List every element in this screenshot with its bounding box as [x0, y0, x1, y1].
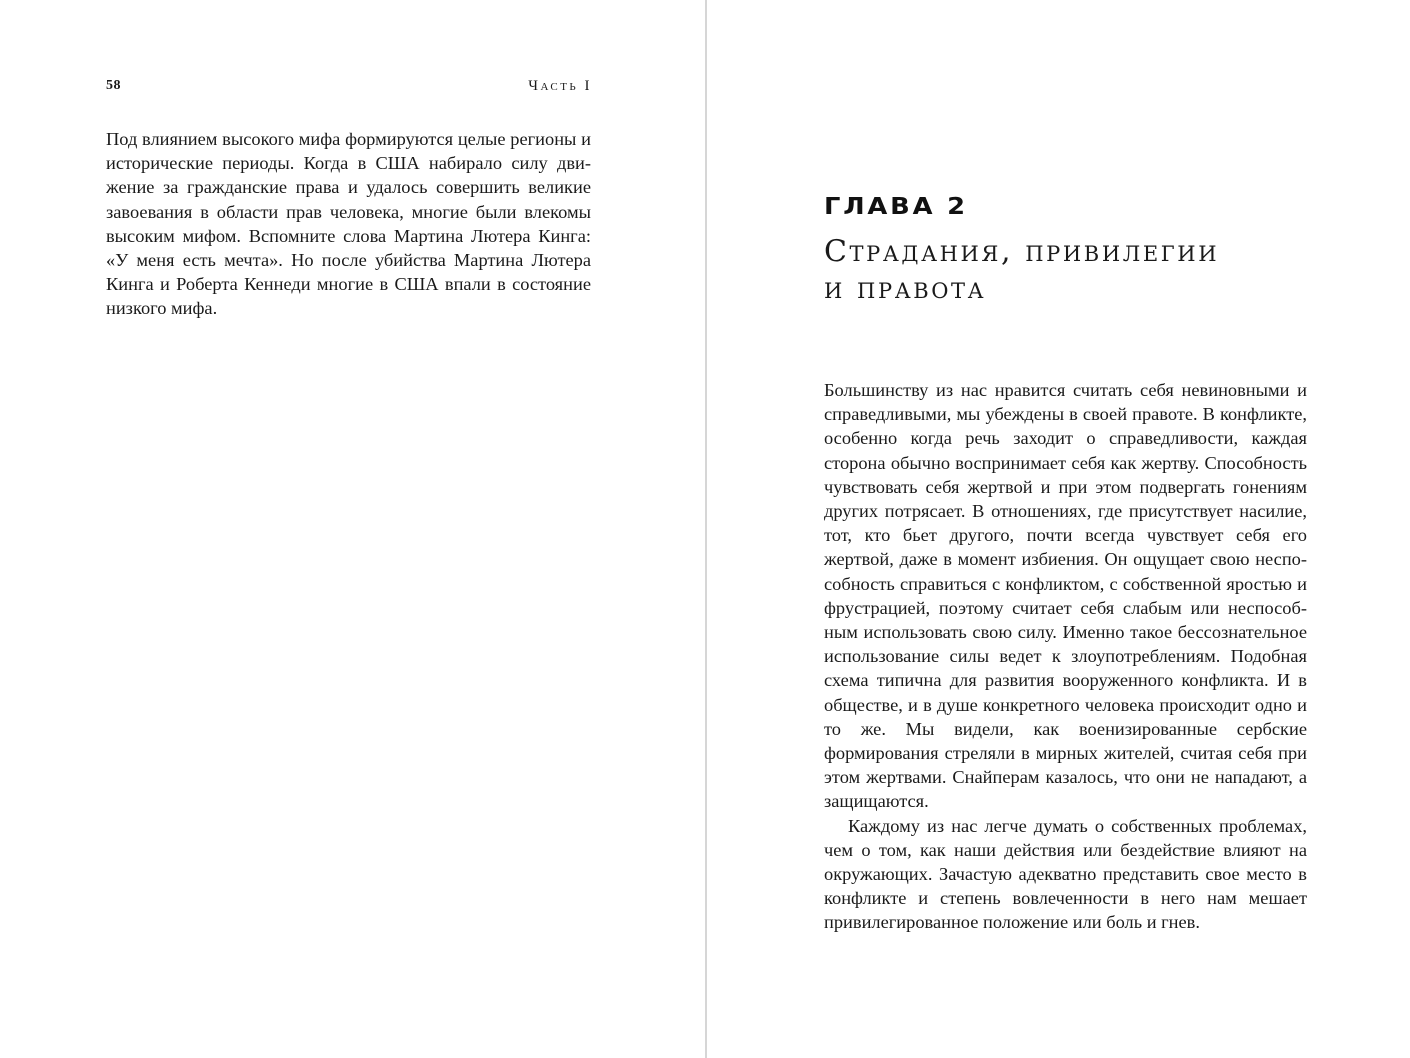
chapter-title-line-1: Страдания, привилегии: [824, 234, 1220, 269]
chapter-label: ГЛАВА 2: [824, 194, 968, 220]
running-head-part: Часть I: [528, 78, 592, 94]
right-page: [707, 0, 1410, 1058]
left-paragraph: Под влиянием высокого мифа формируются целые регионы и исторические периоды. Когда в США набирало силу движение за гражданские права и удалось совершить великие завоевания в области прав человека, многие были влекомы высоким мифом. Вспомните слова Мартина Лютера Кинга: «У меня есть мечта». Но после убийства Мартина Лютера Кинга и Роберта Кеннеди многие в США впали в состояние низкого мифа.: [106, 129, 591, 319]
chapter-body: [824, 378, 1307, 935]
paragraph-2: Каждому из нас легче думать о собственных проблемах, чем о том, как наши действия или бездействие влияют на окружающих. Зачастую адекватно представить свое место в конфликте и степень вовлеченности в него нам мешает привилегированное положение или боль и гнев.: [824, 815, 1307, 933]
chapter-title-line-2: и правота: [824, 271, 987, 306]
chapter-title: [824, 233, 1384, 307]
running-head: [106, 78, 592, 98]
paragraph-1: Большинству из нас нравится считать себя невиновными и справедливыми, мы убеждены в своей правоте. В конфликте, особенно когда речь заходит о справедливости, каждая сторона обычно воспринимает себя как жертву. Способность чувствовать себя жертвой и при этом подвергать гонениям других потрясает. В отношениях, где присутствует насилие, тот, кто бьет другого, почти всегда чувствует себя его жертвой, даже в момент избиения. Он ощущает свою неспособность справиться с конфликтом, с собственной яростью и фрустрацией, поэтому считает себя слабым или неспособным использовать свою силу. Именно такое бессознательное использование силы ведет к злоупотреблениям. Подобная схема типична для развития вооруженного конфликта. И в обществе, и в душе конкретного человека происходит одно и то же. Мы видели, как военизированные сербские формирования стреляли в мирных жителей, считая себя при этом жертвами. Снайперам казалось, что они не нападают, а защищаются.: [824, 380, 1307, 812]
page-number: 58: [106, 78, 121, 93]
